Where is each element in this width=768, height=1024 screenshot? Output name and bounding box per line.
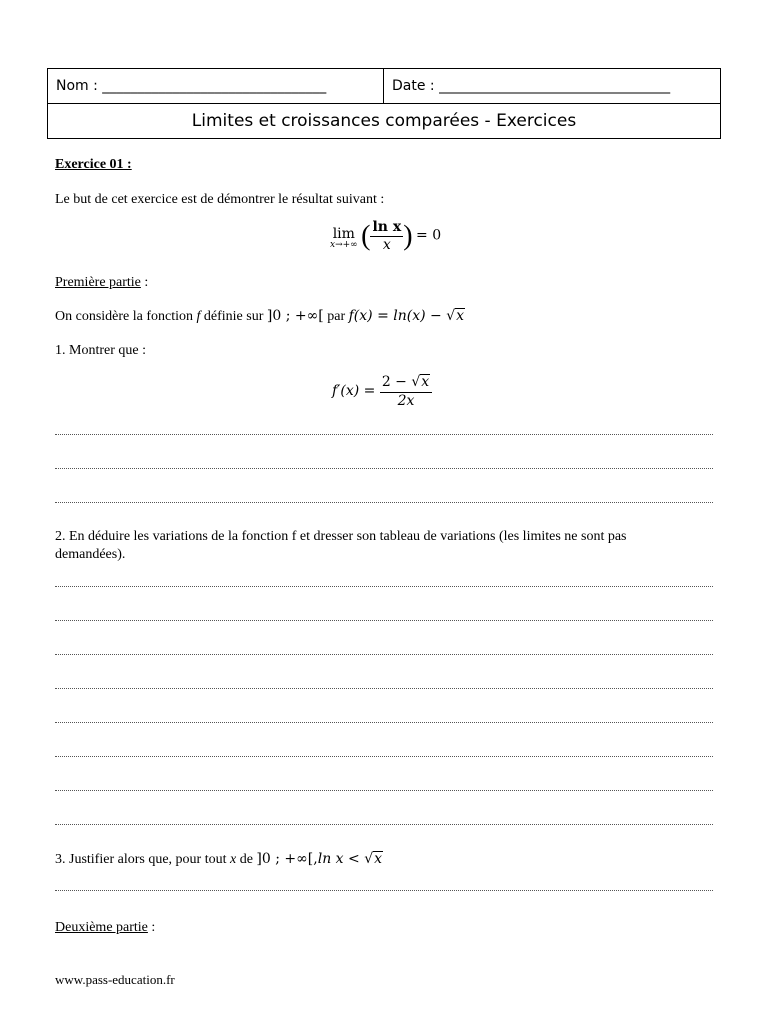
q3-x: x xyxy=(229,852,237,867)
answer-line[interactable] xyxy=(55,618,713,621)
answer-line[interactable] xyxy=(55,720,713,723)
question-2-line1: 2. En déduire les variations de la fonction f et dresser son tableau de variations (les limites ne sont pas xyxy=(55,529,627,544)
fdef-sqrt-arg: x xyxy=(456,308,465,324)
q3-sqrt-arg: x xyxy=(374,851,383,867)
q3-text1: 3. Justifier alors que, pour tout xyxy=(55,852,230,867)
header-info-row xyxy=(48,69,720,104)
q3-interval: ]0 ; +∞[, xyxy=(256,851,318,867)
fdef-interval: ]0 ; +∞[ xyxy=(266,308,324,324)
fraction-denominator: x xyxy=(382,236,391,253)
answer-line[interactable] xyxy=(55,432,713,435)
footer-url[interactable]: www.pass-education.fr xyxy=(55,972,175,987)
header-table xyxy=(47,68,721,139)
answer-line[interactable] xyxy=(55,584,713,587)
answer-line[interactable] xyxy=(55,466,713,469)
derivative-numerator xyxy=(380,374,432,393)
sqrt-symbol: √ xyxy=(411,374,421,390)
part2-colon: : xyxy=(147,920,156,935)
part1-colon: : xyxy=(140,275,149,290)
nom-field[interactable]: Nom : ________________________________ xyxy=(56,78,327,94)
limit-fraction xyxy=(370,219,403,254)
limit-rhs: = 0 xyxy=(416,227,442,244)
document-title: Limites et croissances comparées - Exercices xyxy=(191,111,577,131)
function-definition xyxy=(55,308,465,326)
answer-line[interactable] xyxy=(55,500,713,503)
lim-operator: lim xyxy=(332,225,355,242)
answer-line[interactable] xyxy=(55,754,713,757)
question-2-line2: demandées). xyxy=(55,547,126,562)
fdef-expr: f(x) = ln(x) − xyxy=(348,308,447,324)
derivative-denominator: 2x xyxy=(397,392,415,409)
nom-cell xyxy=(48,69,384,103)
fraction-numerator: ln x xyxy=(372,219,402,235)
sqrt-symbol: √ xyxy=(446,308,456,324)
part2-title: Deuxième partie xyxy=(55,920,148,935)
right-paren: ) xyxy=(403,220,413,252)
question-1: 1. Montrer que : xyxy=(55,343,146,358)
fdef-text3: par xyxy=(323,309,349,324)
derivative-fraction xyxy=(380,374,432,410)
left-paren: ( xyxy=(361,220,371,252)
fdef-f: f xyxy=(196,309,201,324)
date-cell xyxy=(384,69,720,103)
q3-ineq: ln x < xyxy=(317,851,365,867)
num-part: 2 − xyxy=(381,374,412,390)
exercise-intro: Le but de cet exercice est de démontrer le résultat suivant : xyxy=(55,192,385,207)
answer-line[interactable] xyxy=(55,652,713,655)
answer-line[interactable] xyxy=(55,888,713,891)
derivative-formula xyxy=(332,374,432,410)
lim-subscript: x→+∞ xyxy=(330,240,358,251)
derivative-lhs: f′(x) = xyxy=(332,383,380,400)
part1-title: Première partie xyxy=(55,275,141,290)
fdef-text2: définie sur xyxy=(200,309,267,324)
answer-line[interactable] xyxy=(55,822,713,825)
answer-line[interactable] xyxy=(55,686,713,689)
q3-text2: de xyxy=(236,852,257,867)
date-field[interactable]: Date : _________________________________ xyxy=(392,78,671,94)
exercise-heading: Exercice 01 : xyxy=(55,157,132,172)
main-limit-formula xyxy=(330,219,441,254)
question-3 xyxy=(55,851,383,869)
num-sqrt-arg: x xyxy=(421,374,430,390)
sqrt-symbol: √ xyxy=(364,851,374,867)
answer-line[interactable] xyxy=(55,788,713,791)
part2-heading xyxy=(55,920,155,937)
fdef-text1: On considère la fonction xyxy=(55,309,197,324)
part1-heading xyxy=(55,275,148,292)
